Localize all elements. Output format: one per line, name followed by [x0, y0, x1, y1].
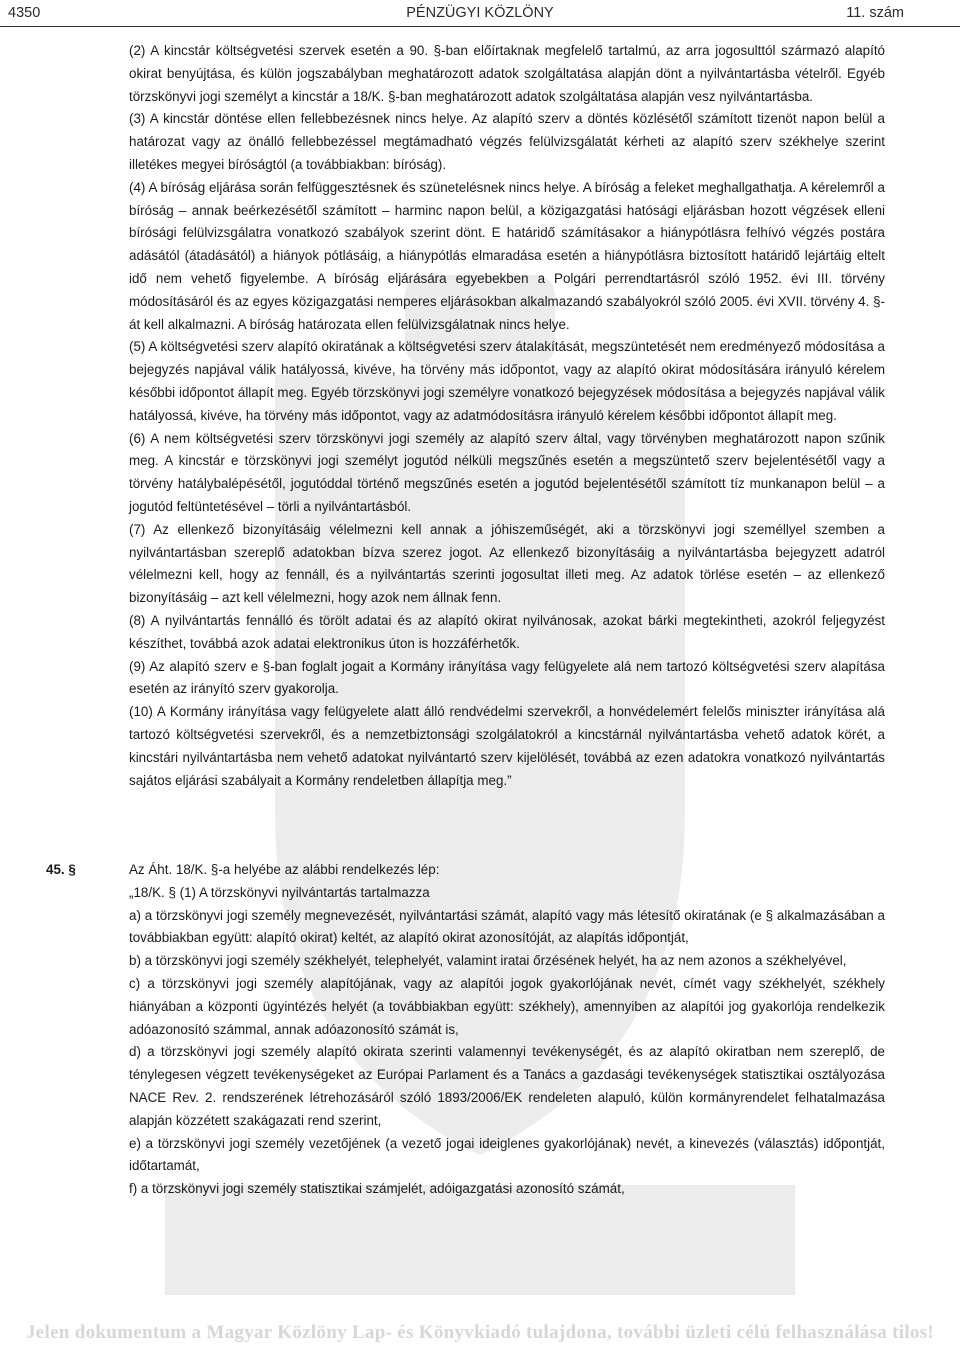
- paragraph: Az Áht. 18/K. §-a helyébe az alábbi rendelkezés lép:: [129, 862, 440, 877]
- paragraph: (9) Az alapító szerv e §-ban foglalt jogait a Kormány irányítása vagy felügyelete alá nem tartozó költségvetési szerv alapítása esetén az irányító szerv gyakorolja.: [129, 658, 885, 697]
- paragraph: (3) A kincstár döntése ellen fellebbezésnek nincs helye. Az alapító szerv a döntés közlésétől számított tizenöt napon belül a határozat vagy az önálló fellebbezéssel megtámadható végzés felülvizsgálatát kérheti az alapító szerv székhelye szerint illetékes megyei bíróságtól (a továbbiakban: bíróság).: [129, 111, 885, 172]
- paragraph: c) a törzskönyvi jogi személy alapítójának, vagy az alapítói jogok gyakorlójának nevét, címét vagy székhelyét, székhely hiányában a központi ügyintézés helyét (a továbbiakban együtt: székhely), amennyiben az alapítói jog gyakorlója rendelkezik adóazonosító számmal, annak adóazonosító számát is,: [129, 975, 885, 1037]
- paragraph: „18/K. § (1) A törzskönyvi nyilvántartás tartalmazza: [129, 884, 430, 900]
- paragraph: f) a törzskönyvi jogi személy statisztikai számjelét, adóigazgatási azonosító számát,: [129, 1181, 625, 1197]
- paragraph: (8) A nyilvántartás fennálló és törölt adatai és az alapító okirat nyilvánosak, azokat bárki megtekintheti, azokról feljegyzést készíthet, továbbá azok adatai elektronikus úton is hozzáférhetők.: [129, 612, 885, 651]
- paragraph: d) a törzskönyvi jogi személy alapító okirata szerinti valamennyi tevékenységét, és az alapító okiratban nem szereplő, de ténylegesen végzett tevékenységeket az Európai Parlament és a Tanács a gazdasági tevékenységek statisztikai osztályozása NACE Rev. 2. rendszerének létrehozásáról szóló 1893/2006/EK rendeleten alapuló, külön kormányrendelet felhatalmazása alapján közzétett szakágazati rend szerint,: [129, 1044, 885, 1128]
- paragraph: (10) A Kormány irányítása vagy felügyelete alatt álló rendvédelmi szervekről, a honvédelemért felelős miniszter irányítása alá tartozó költségvetési szervekről, és a nemzetbiztonsági szolgálatokról a kincstárnál nyilvántartásba vehető adatok körét, a kincstári nyilvántartásba nem vehető adatokat nyilvántartó szerv kijelölését, továbbá az ezen adatokra vonatkozó nyilvántartás sajátos eljárási szabályait a Kormány rendeletben állapítja meg.”: [129, 704, 885, 788]
- section-number: 45. §: [46, 862, 76, 877]
- paragraph: (6) A nem költségvetési szerv törzskönyvi jogi személy az alapító szerv által, vagy törvényben meghatározott napon szűnik meg. A kincstár e törzskönyvi jogi személyt jogutód nélküli megszűnés esetén a megszüntető szerv bejelentésétől vagy a törvény hatálybalépésétől, jogutóddal történő megszűnés esetén a jogutód bejelentésétől számított tíz munkanapon belül – a jogutód feltüntetésével – törli a nyilvántartásból.: [129, 430, 885, 514]
- document-body: [129, 40, 885, 792]
- paragraph: (2) A kincstár költségvetési szervek esetén a 90. §-ban előírtaknak megfelelő tartalmú, az arra jogosulttól származó alapító okirat benyújtása, és külön jogszabályban meghatározott adatok szolgáltatása alapján dönt a nyilvántartásba vételről. Egyéb törzskönyvi jogi személyt a kincstár a 18/K. §-ban meghatározott adatok szolgáltatása alapján vesz nyilvántartásba.: [129, 43, 885, 104]
- paragraph: (7) Az ellenkező bizonyításáig vélelmezni kell annak a jóhiszeműségét, aki a törzskönyvi jogi személlyel szemben a nyilvántartásban szereplő adatokban bízva szerez jogot. Az ellenkező bizonyításáig a nyilvántartásba bejegyzett adatról vélelmezni kell, hogy az fennáll, és a nyilvántartás szerinti jogosultat illeti meg. Az adatok törlése esetén – az ellenkező bizonyításáig – azt kell vélelmezni, hogy azok nem állnak fenn.: [129, 521, 885, 606]
- paragraph: (5) A költségvetési szerv alapító okiratának a költségvetési szerv átalakítását, megszüntetését nem eredményező módosítása a bejegyzés napjával válik hatályossá, kivéve, ha törvény más időpontot, vagy az alapító okirat módosítására irányuló kérelem későbbi időpontot állapít meg. Egyéb törzskönyvi jogi személyre vonatkozó bejegyzések módosítása a bejegyzés napjával válik hatályossá, kivéve, ha törvény más időpontot, vagy az adatmódosításra irányuló kérelem későbbi időpontot állapít meg.: [129, 339, 885, 423]
- paragraph: e) a törzskönyvi jogi személy vezetőjének (a vezető jogai ideiglenes gyakorlójának) nevét, a kinevezés (választás) időpontját, időtartamát,: [129, 1135, 885, 1174]
- issue-number: 11. szám: [846, 5, 904, 21]
- header-divider: [0, 26, 960, 27]
- paragraph: (4) A bíróság eljárása során felfüggesztésnek és szünetelésnek nincs helye. A bíróság a feleket meghallgathatja. A kérelemről a bíróság – annak beérkezésétől számított – harminc napon belül, a közigazgatási hatósági eljárásban hozott végzések elleni bírósági felülvizsgálatra vonatkozó szabályok szerint dönt. E határidő számításakor a hiánypótlásra felhívó végzés postára adásától (átadásától) a hiányok pótlásáig, a hiánypótlás elmaradása esetén a hiánypótlásra biztosított határidő lejártáig eltelt idő nem vehető figyelembe. A bíróság eljárására egyebekben a Polgári perrendtartásról szóló 1952. évi III. törvény módosításáról és az egyes közigazgatási nemperes eljárásokban alkalmazandó szabályokról szóló 2005. évi XVII. törvény 4. §-át kell alkalmazni. A bíróság határozata ellen felülvizsgálatnak nincs helye.: [129, 179, 885, 332]
- journal-title: PÉNZÜGYI KÖZLÖNY: [406, 5, 554, 21]
- copyright-notice: Jelen dokumentum a Magyar Közlöny Lap- és Könyvkiadó tulajdona, további üzleti célú felhasználása tilos!: [25, 1322, 935, 1343]
- section-45-body: [129, 859, 885, 1201]
- paragraph: b) a törzskönyvi jogi személy székhelyét, telephelyét, valamint iratai őrzésének helyét, ha az nem azonos a székhelyével,: [129, 953, 847, 969]
- paragraph: a) a törzskönyvi jogi személy megnevezését, nyilvántartási számát, alapító vagy más létesítő okiratának (e § alkalmazásában a továbbiakban együtt: alapító okirat) keltét, az alapító okirat azonosítóját, az alapítás időpontját,: [129, 907, 885, 946]
- page-number: 4350: [8, 5, 41, 21]
